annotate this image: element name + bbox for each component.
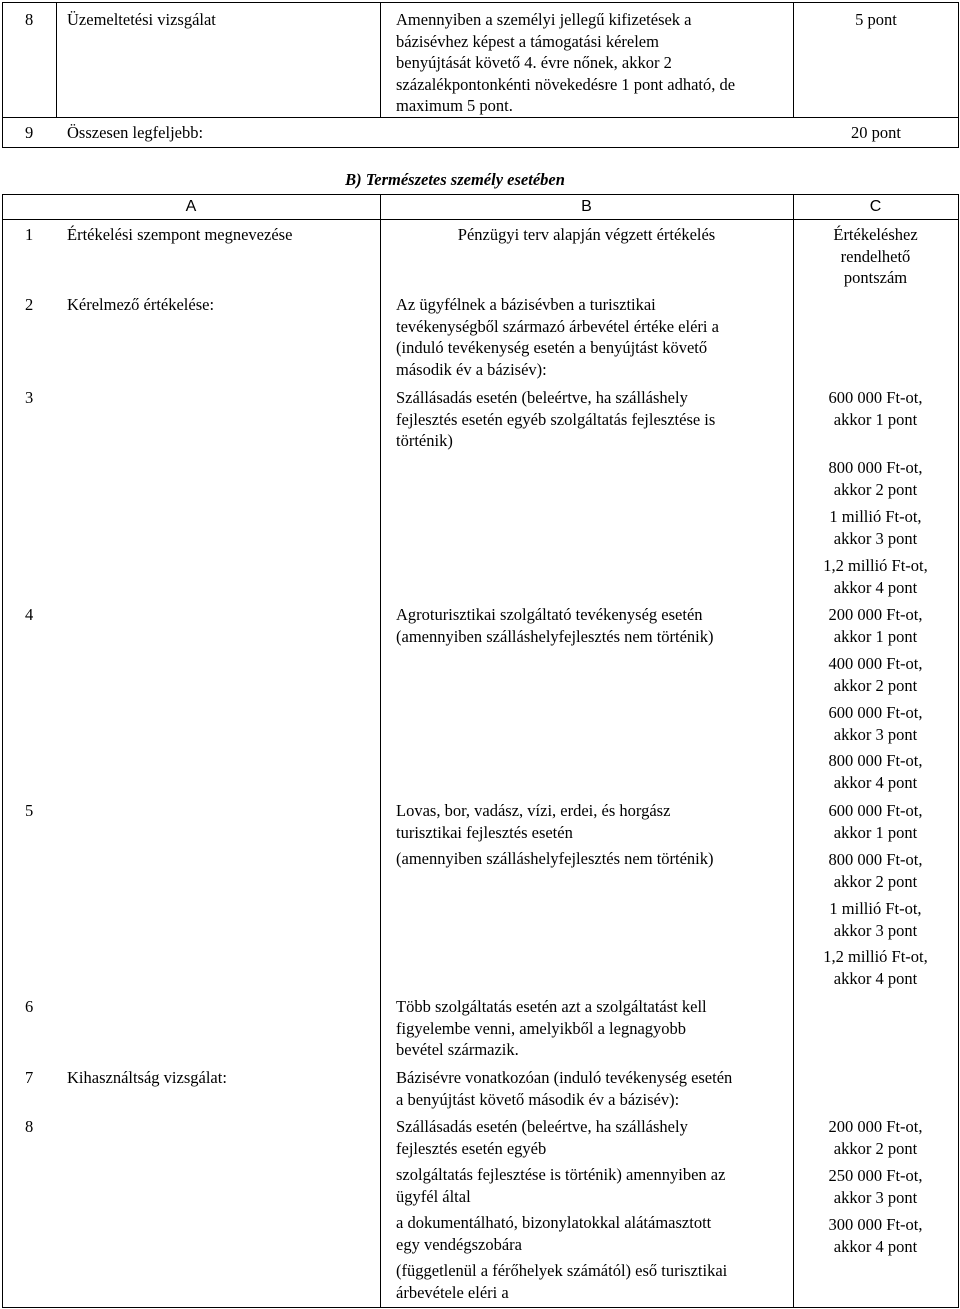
- row-5-points-2: 800 000 Ft-ot, akkor 2 pont: [828, 850, 923, 891]
- top-row-9-points: 20 pont: [851, 123, 901, 142]
- column-header-a: A: [185, 198, 197, 215]
- row-3-points-2: 800 000 Ft-ot, akkor 2 pont: [828, 458, 923, 499]
- column-header-b: B: [581, 198, 592, 215]
- main-table-col-b-left: [380, 194, 381, 1308]
- row-3-points-3: 1 millió Ft-ot, akkor 3 pont: [829, 507, 922, 548]
- main-table-border-top: [2, 194, 959, 195]
- row-8-points-2: 250 000 Ft-ot, akkor 3 pont: [828, 1166, 923, 1207]
- row-1-number: 1: [25, 225, 34, 244]
- row-4-points-3: 600 000 Ft-ot, akkor 3 pont: [828, 703, 923, 744]
- row-3-points-4: 1,2 millió Ft-ot, akkor 4 pont: [823, 556, 928, 597]
- row-8-number: 8: [25, 1117, 34, 1136]
- top-table-divider: [2, 117, 959, 118]
- row-6-description: Több szolgáltatás esetén azt a szolgáltatást kell figyelembe venni, amelyikből a legnagyobb bevétel származik.: [396, 997, 707, 1059]
- top-row-9-number: 9: [25, 123, 34, 142]
- row-4-points-1: 200 000 Ft-ot, akkor 1 pont: [828, 605, 923, 646]
- row-5-points-3: 1 millió Ft-ot, akkor 3 pont: [829, 899, 922, 940]
- main-table-header-divider: [2, 219, 959, 220]
- column-header-c: C: [869, 198, 882, 215]
- row-2-label: Kérelmező értékelése:: [67, 295, 215, 314]
- row-7-label: Kihasználtság vizsgálat:: [67, 1068, 227, 1087]
- section-title: B) Természetes személy esetében: [345, 170, 565, 189]
- row-4-description: Agroturisztikai szolgáltató tevékenység esetén (amennyiben szálláshelyfejlesztés nem történik): [396, 605, 714, 646]
- row-1-label: Értékelési szempont megnevezése: [67, 225, 293, 244]
- row-3-number: 3: [25, 388, 34, 407]
- row-8-points-3: 300 000 Ft-ot, akkor 4 pont: [828, 1215, 923, 1256]
- top-table-border-left: [2, 2, 3, 148]
- row-8-description: Szállásadás esetén (beleértve, ha szálláshely fejlesztés esetén egyéb szolgáltatás fejlesztése is történik) amennyiben az ügyfél által a dokumentálható, bizonylatokkal alátámasztott egy vendégszobára (függetlenül a férőhelyek számától) eső turisztikai árbevétele eléri a: [396, 1117, 728, 1302]
- main-table-border-right: [958, 194, 959, 1308]
- top-row-8-label: Üzemeltetési vizsgálat: [67, 10, 216, 29]
- row-5-points-4: 1,2 millió Ft-ot, akkor 4 pont: [823, 947, 928, 988]
- row-8-points-1: 200 000 Ft-ot, akkor 2 pont: [828, 1117, 923, 1158]
- top-table-border-right: [958, 2, 959, 148]
- row-4-points-2: 400 000 Ft-ot, akkor 2 pont: [828, 654, 923, 695]
- row-2-number: 2: [25, 295, 34, 314]
- row-7-number: 7: [25, 1068, 34, 1087]
- row-5-number: 5: [25, 801, 34, 820]
- top-row-9-label: Összesen legfeljebb:: [67, 123, 204, 142]
- row-3-points-1: 600 000 Ft-ot, akkor 1 pont: [828, 388, 923, 429]
- row-5-points-1: 600 000 Ft-ot, akkor 1 pont: [828, 801, 923, 842]
- row-1-points-header: Értékeléshez rendelhető pontszám: [833, 225, 918, 287]
- top-table-border-top: [2, 2, 959, 3]
- row-7-description: Bázisévre vonatkozóan (induló tevékenység esetén a benyújtást követő második év a bázisév):: [396, 1068, 733, 1109]
- top-row-8-number: 8: [25, 10, 34, 29]
- top-table-col-num: [56, 2, 57, 118]
- main-table-border-bottom: [2, 1307, 959, 1308]
- row-1-description: Pénzügyi terv alapján végzett értékelés: [457, 225, 716, 244]
- top-row-8-description: Amennyiben a személyi jellegű kifizetések a bázisévhez képest a támogatási kérelem benyújtását követő 4. évre nőnek, akkor 2 százalékpontonkénti növekedésre 1 pont adható, de maximum 5 pont.: [396, 10, 736, 115]
- row-4-number: 4: [25, 605, 34, 624]
- row-6-number: 6: [25, 997, 34, 1016]
- row-4-points-4: 800 000 Ft-ot, akkor 4 pont: [828, 751, 923, 792]
- row-5-description: Lovas, bor, vadász, vízi, erdei, és horgász turisztikai fejlesztés esetén (amennyiben szálláshelyfejlesztés nem történik): [396, 801, 714, 868]
- top-table-border-bottom: [2, 147, 959, 148]
- main-table-border-left: [2, 194, 3, 1308]
- top-table-col-label: [380, 2, 381, 118]
- top-row-8-points: 5 pont: [855, 10, 897, 29]
- row-3-description: Szállásadás esetén (beleértve, ha szálláshely fejlesztés esetén egyéb szolgáltatás fejlesztése is történik): [396, 388, 716, 450]
- row-2-description: Az ügyfélnek a bázisévben a turisztikai tevékenységből származó árbevétel értéke eléri a (induló tevékenység esetén a benyújtást követő második év a bázisév):: [396, 295, 719, 379]
